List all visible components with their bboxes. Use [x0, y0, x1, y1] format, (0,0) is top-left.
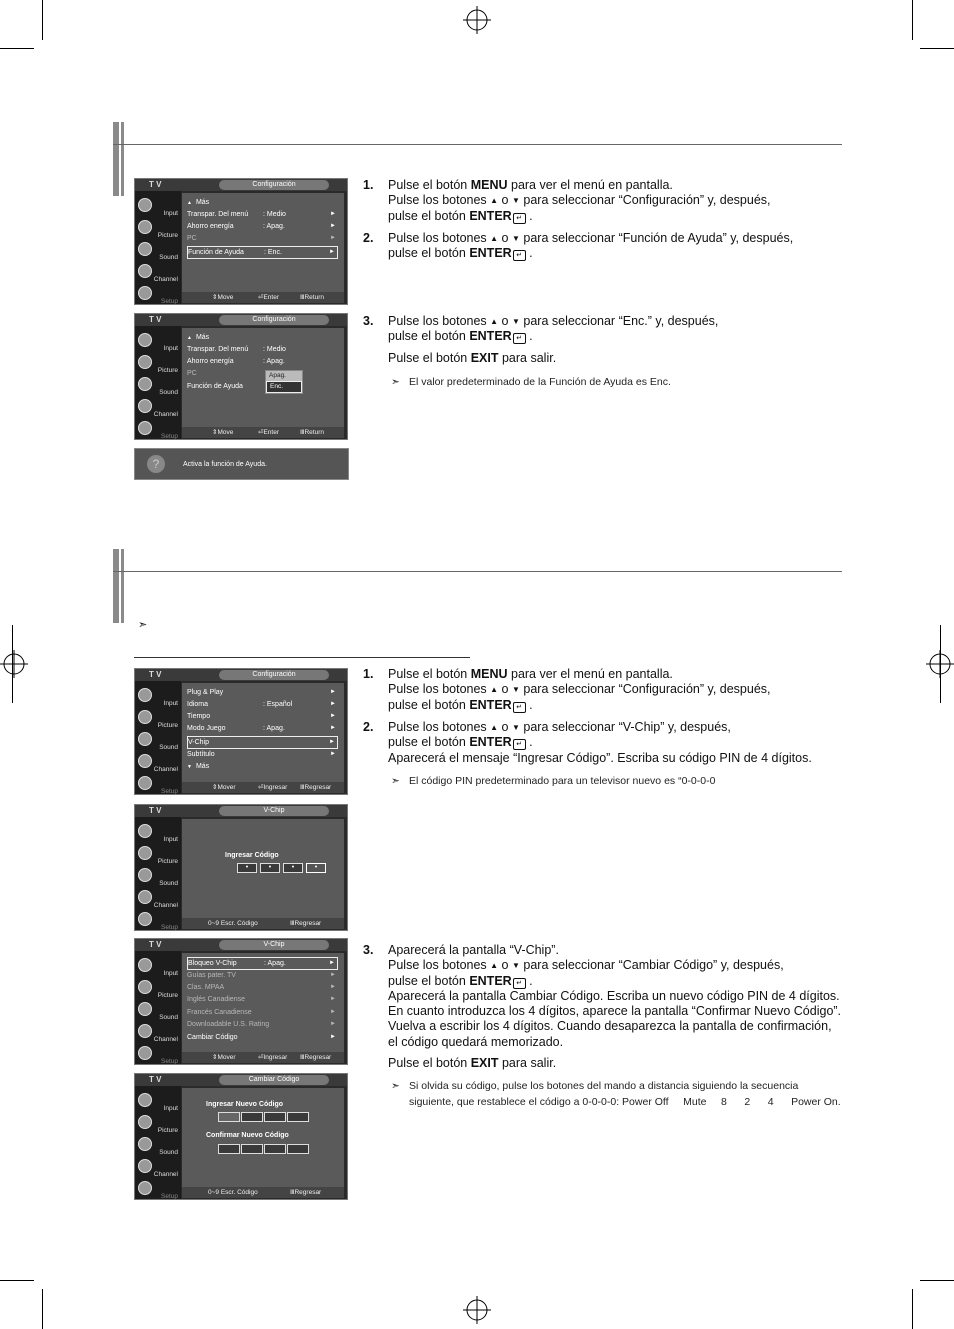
osd-vchip-menu: T V V-Chip Input Picture Sound Channel Setup Bloqueo V-Chip : Apag. ► Guías pater. TV ► Clas. MPAA ► Inglés Canadiense ► Francés Canadiense ► Downloadable U.S. Rating ► Cambiar Código ► ⇕ Mover ⏎ Ingresar Ⅲ Regresar — [134, 938, 348, 1065]
setup-icon — [138, 286, 152, 300]
step-2: 2. Pulse los botones ▲ o ▼ para seleccionar “Función de Ayuda” y, después, pulse el botón ENTER ↵ . — [363, 231, 794, 261]
step-3: 3. Aparecerá la pantalla “V-Chip”. Pulse los botones ▲ o ▼ para seleccionar “Cambiar Código” y, después, pulse el botón ENTER ↵ . Aparecerá la pantalla Cambiar Código. Escriba un nuevo código PIN de 4 dígitos. En cuanto introduzca los 4 dígitos, aparece la pantalla “Confirmar Nuevo Código”. Vuelva a escribir los 4 dígitos. Cuando desaparezca la pantalla de confirmación, el código quedará memorizado. Pulse el botón EXIT para salir. — [363, 943, 842, 1071]
sound-icon — [138, 377, 152, 391]
enter-icon: ↵ — [513, 739, 526, 750]
step-3: 3. Pulse los botones ▲ o ▼ para seleccionar “Enc.” y, después, pulse el botón ENTER ↵ . Pulse el botón EXIT para salir. — [363, 314, 719, 365]
menu-row-selected: Función de Ayuda : Enc. ► — [187, 246, 338, 259]
crop-mark — [912, 1289, 913, 1329]
crop-mark — [912, 0, 913, 40]
option-popup: Apag. Enc. — [265, 370, 303, 394]
osd-vchip-pin: T V V-Chip Input Picture Sound Channel Setup Ingresar Código • • • • 0~9 Escr. Código Ⅲ Regresar — [134, 804, 348, 931]
confirm-code-digit — [287, 1144, 309, 1154]
sound-icon — [138, 868, 152, 882]
osd-title: V-Chip — [219, 806, 329, 816]
menu-row: PC ► — [187, 235, 336, 242]
channel-icon — [138, 399, 152, 413]
crop-mark — [920, 48, 954, 49]
osd-title: Cambiar Código — [219, 1075, 329, 1085]
pin-digit: • — [260, 863, 280, 873]
question-icon: ? — [147, 455, 165, 473]
sound-icon — [138, 242, 152, 256]
setup-icon — [138, 912, 152, 926]
channel-icon — [138, 1159, 152, 1173]
menu-row: Ahorro energía : Apag. ► — [187, 223, 336, 230]
input-icon — [138, 824, 152, 838]
step-2: 2. Pulse los botones ▲ o ▼ para seleccionar “V-Chip” y, después, pulse el botón ENTER ↵ . Aparecerá el mensaje “Ingresar Código”. Escriba su código PIN de 4 dígitos. — [363, 720, 812, 765]
osd-title: Configuración — [219, 180, 329, 190]
picture-icon — [138, 220, 152, 234]
enter-icon: ↵ — [513, 333, 526, 344]
crop-mark — [940, 625, 941, 703]
input-icon — [138, 958, 152, 972]
enter-icon: ↵ — [513, 702, 526, 713]
crop-mark — [42, 0, 43, 40]
note: ➣ El código PIN predeterminado para un televisor nuevo es “0-0-0-0 — [391, 775, 716, 787]
setup-icon — [138, 1046, 152, 1060]
input-icon — [138, 1093, 152, 1107]
osd-footer: ⇕ Move ⏎ Enter Ⅲ Return — [182, 292, 344, 303]
step-1: 1. Pulse el botón MENU para ver el menú en pantalla. Pulse los botones ▲ o ▼ para seleccionar “Configuración” y, después, pulse el botón ENTER ↵ . — [363, 178, 771, 223]
section-underline — [134, 657, 470, 658]
pin-digit: • — [283, 863, 303, 873]
registration-mark — [463, 6, 491, 34]
new-code-digit — [241, 1112, 263, 1122]
new-code-digit — [264, 1112, 286, 1122]
crop-mark — [42, 1289, 43, 1329]
osd-title: V-Chip — [219, 940, 329, 950]
osd-configuracion-1 — [134, 178, 348, 305]
setup-icon — [138, 776, 152, 790]
sound-icon — [138, 732, 152, 746]
menu-row: ▲ Más — [187, 199, 210, 206]
input-icon — [138, 688, 152, 702]
side-input: Input — [137, 197, 179, 217]
osd-title: Configuración — [219, 315, 329, 325]
new-code-digit — [287, 1112, 309, 1122]
registration-mark — [463, 1296, 491, 1324]
help-text: Activa la función de Ayuda. — [183, 461, 267, 468]
osd-configuracion-3: T V Configuración Input Picture Sound Channel Setup Plug & Play ► Idioma : Español ► Tiempo ► Modo Juego : Apag. ► V-Chip ► Subtítulo ► ▼ Más ⇕ Mover ⏎ Ingresar Ⅲ Regresar — [134, 668, 348, 795]
pin-digit: • — [237, 863, 257, 873]
new-code-label: Ingresar Nuevo Código — [206, 1101, 284, 1108]
confirm-code-digit — [241, 1144, 263, 1154]
picture-icon — [138, 980, 152, 994]
section-header-bar — [113, 122, 842, 126]
input-icon — [138, 333, 152, 347]
enter-icon: ↵ — [513, 978, 526, 989]
sound-icon — [138, 1137, 152, 1151]
crop-mark — [0, 1280, 34, 1281]
enter-icon: ↵ — [513, 213, 526, 224]
osd-title: Configuración — [219, 670, 329, 680]
note: ➣ El valor predeterminado de la Función de Ayuda es Enc. — [391, 376, 671, 388]
confirm-code-digit — [264, 1144, 286, 1154]
channel-icon — [138, 890, 152, 904]
channel-icon — [138, 1024, 152, 1038]
setup-icon — [138, 421, 152, 435]
confirm-code-digit — [218, 1144, 240, 1154]
enter-icon: ↵ — [513, 250, 526, 261]
side-channel: Channel — [137, 263, 179, 283]
setup-icon — [138, 1181, 152, 1195]
new-code-digit — [218, 1112, 240, 1122]
pin-digit: • — [306, 863, 326, 873]
section-header-bar — [113, 549, 842, 553]
menu-row: Transpar. Del menú : Medio ► — [187, 211, 336, 218]
side-setup: Setup — [137, 285, 179, 305]
input-icon — [138, 198, 152, 212]
note: ➣ Si olvida su código, pulse los botones del mando a distancia siguiendo la secuencia siguiente, que restablece el código a 0-0-0-0: Power Off Mute 8 2 4 Power On. — [391, 1080, 841, 1108]
picture-icon — [138, 1115, 152, 1129]
osd-configuracion-2: T V Configuración Input Picture Sound Channel Setup ▲ Más Transpar. Del menú : Medio Ahorro energía : Apag. PC Función de Ayuda Apag. Enc. ⇕ Move ⏎ Enter Ⅲ Return — [134, 313, 348, 440]
tv-label: T V — [149, 180, 162, 189]
channel-icon — [138, 754, 152, 768]
side-sound: Sound — [137, 241, 179, 261]
help-bar — [134, 448, 349, 480]
picture-icon — [138, 710, 152, 724]
tip-marker: ➣ — [138, 619, 148, 631]
confirm-code-label: Confirmar Nuevo Código — [206, 1132, 289, 1139]
picture-icon — [138, 846, 152, 860]
picture-icon — [138, 355, 152, 369]
crop-mark — [12, 625, 13, 703]
pin-label: Ingresar Código — [225, 852, 279, 859]
registration-mark — [0, 650, 28, 678]
osd-cambiar-codigo: T V Cambiar Código Input Picture Sound Channel Setup Ingresar Nuevo Código Confirmar Nuevo Código 0~9 Escr. Código Ⅲ Regresar — [134, 1073, 348, 1200]
crop-mark — [0, 48, 34, 49]
channel-icon — [138, 264, 152, 278]
step-1: 1. Pulse el botón MENU para ver el menú en pantalla. Pulse los botones ▲ o ▼ para seleccionar “Configuración” y, después, pulse el botón ENTER ↵ . — [363, 667, 771, 712]
crop-mark — [920, 1280, 954, 1281]
side-picture: Picture — [137, 219, 179, 239]
sound-icon — [138, 1002, 152, 1016]
